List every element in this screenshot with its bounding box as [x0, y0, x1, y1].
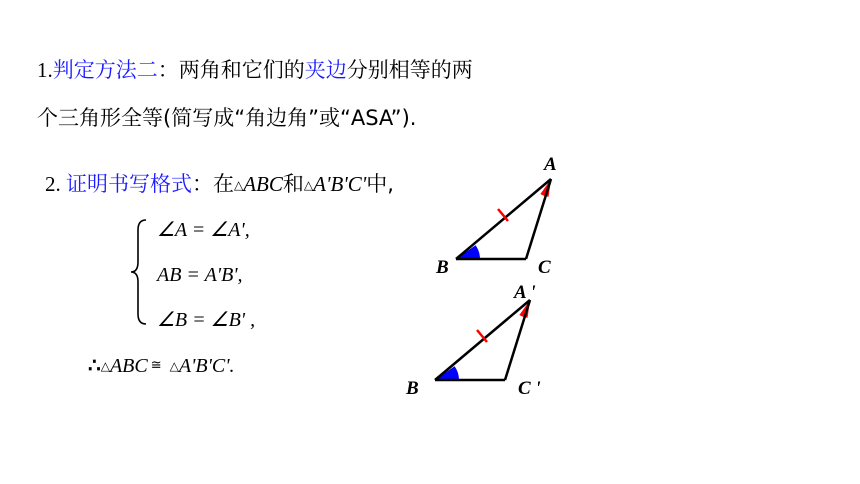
method-line-1	[37, 56, 473, 84]
method-number: 1.	[37, 58, 53, 82]
method-text-2: 分别相等的两	[346, 58, 473, 82]
method-title: 判定方法二	[52, 58, 158, 82]
condition-angle-b: ∠B = ∠B' ,	[157, 309, 256, 331]
triangle-figures	[400, 150, 590, 400]
triangle-a-prime: A'B'C'	[313, 172, 367, 196]
therefore-symbol: ∴	[88, 355, 101, 377]
proof-number: 2.	[45, 172, 66, 196]
vertex-label-c-prime: C '	[518, 378, 541, 399]
congruent-symbol: ≅	[150, 357, 162, 372]
conclusion: ∴△ABC ≅ △A'B'C'.	[88, 355, 235, 377]
proof-intro: ：在	[192, 172, 234, 196]
proof-title: 证明书写格式	[66, 172, 192, 196]
method-line-2: 个三角形全等(简写成“角边角”或“ASA”).	[37, 106, 417, 130]
condition-side-ab: AB = A'B',	[157, 264, 243, 286]
conclusion-triangle-2: A'B'C'.	[178, 355, 235, 377]
vertex-label-c: C	[538, 257, 551, 278]
proof-header	[45, 170, 394, 199]
triangle-top	[435, 154, 557, 278]
triangle-symbol: △	[234, 178, 244, 192]
method-highlight: 夹边	[304, 58, 347, 82]
vertex-label-b: B	[436, 257, 449, 278]
vertex-label-a: A	[544, 154, 557, 175]
conclusion-triangle-1: ABC	[109, 355, 148, 377]
vertex-label-b-prime: B	[406, 378, 419, 399]
proof-and: 和	[282, 172, 304, 196]
vertex-label-a-prime: A '	[514, 282, 536, 303]
triangle-abc: ABC	[243, 172, 283, 196]
condition-angle-a: ∠A = ∠A',	[157, 219, 250, 241]
left-brace	[128, 218, 152, 326]
triangle-symbol: △	[303, 178, 314, 192]
method-text-1: ：两角和它们的	[157, 58, 305, 82]
proof-mid: 中,	[366, 172, 394, 196]
triangle-bottom	[405, 282, 541, 399]
